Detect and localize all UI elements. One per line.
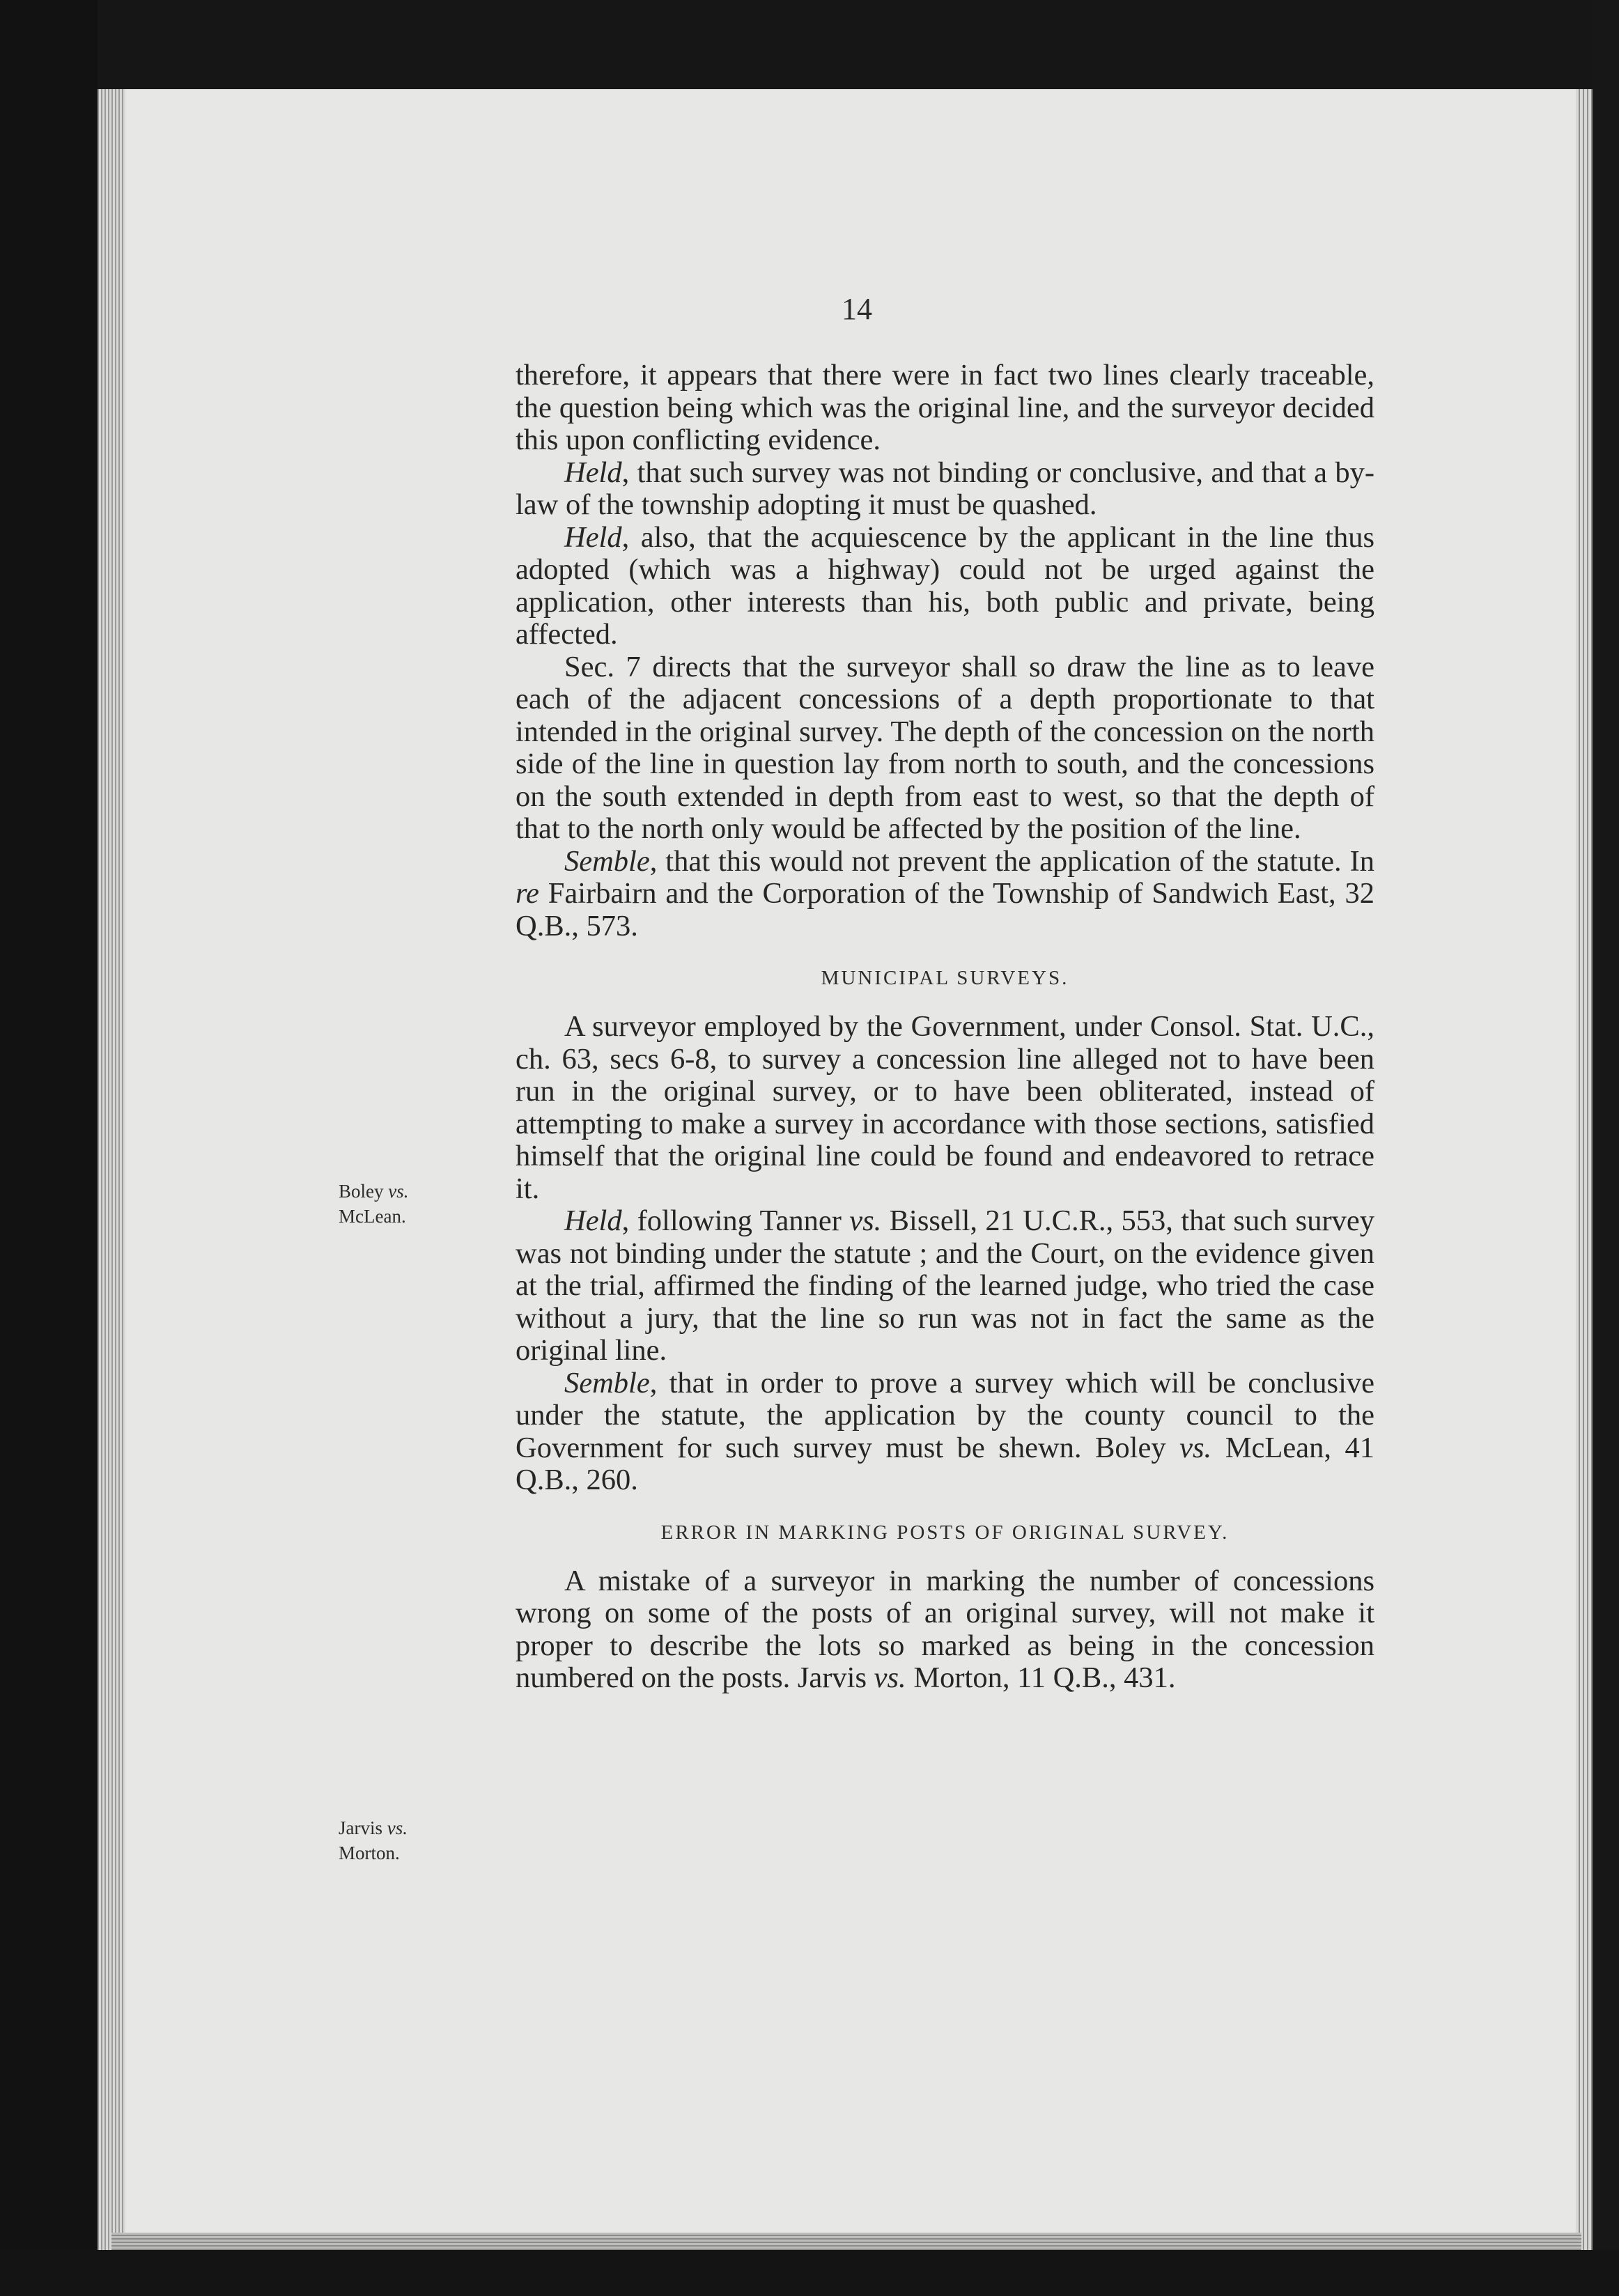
paragraph-sec-7: Sec. 7 directs that the surveyor shall so draw the line as to leave each of the adjacent concessions of a depth proportionate to that intended in the original survey. The depth of the concession on the north side of the line in question lay from north to south, and the concessions on the south extended in depth from east to west, so that the depth of that to the north only would be affected by the position of the line.	[516, 650, 1374, 845]
paragraph-text: McLean, 41 Q.B., 260.	[516, 1431, 1374, 1496]
paragraph-text: , that such survey was not binding or conclusive, and that a by-law of the township adopting it must be quashed.	[516, 456, 1374, 521]
paragraph-semble-1	[516, 846, 1374, 943]
lead-word: Held	[564, 1204, 622, 1237]
lead-word: Semble	[564, 1366, 650, 1399]
paragraph-held-2	[516, 522, 1374, 651]
lead-word: Semble	[564, 844, 650, 878]
paragraph-text: A mistake of a surveyor in marking the number of concessions wrong on some of the posts of an original survey, will not make it proper to describe the lots so marked as being in the concession numbered on the posts. Jarvis	[516, 1564, 1374, 1694]
scan-left-border	[0, 0, 98, 2296]
scan-bottom-border	[0, 2250, 1619, 2296]
page-stack-right-edge	[1576, 89, 1593, 2250]
section-heading-municipal-surveys: MUNICIPAL SURVEYS.	[821, 967, 1069, 989]
margin-note-name: Boley	[339, 1181, 384, 1202]
paragraph-text: Morton, 11 Q.B., 431.	[906, 1661, 1176, 1694]
lead-word: Held	[564, 520, 622, 554]
scan-top-border	[0, 0, 1619, 89]
paragraph-held-3	[516, 1205, 1374, 1367]
italic-term: re	[516, 877, 539, 910]
margin-note-boley	[339, 1179, 464, 1229]
paragraph-text: , that this would not prevent the application of the statute. In	[649, 844, 1374, 878]
paragraph-text: Fairbairn and the Corporation of the Township of Sandwich East, 32 Q.B., 573.	[516, 877, 1374, 943]
paragraph-semble-2	[516, 1367, 1374, 1497]
paragraph-text: , that in order to prove a survey which will be conclusive under the statute, the application by the county council to the Government for such survey must be shewn. Boley	[516, 1366, 1374, 1464]
margin-note-other: McLean.	[339, 1206, 406, 1227]
paragraph-text: , also, that the acquiescence by the applicant in the line thus adopted (which was a highway) could not be urged against the application, other interests than his, both public and private, being affected.	[516, 520, 1374, 651]
italic-term: vs.	[874, 1661, 906, 1694]
paragraph-held-1	[516, 457, 1374, 522]
main-text	[516, 359, 1374, 1695]
paragraph-text: , following Tanner	[621, 1204, 850, 1237]
page-number: 14	[842, 292, 872, 326]
margin-note-other: Morton.	[339, 1843, 400, 1863]
scan-right-border	[1593, 0, 1619, 2296]
paragraph-boley-facts: A surveyor employed by the Government, under Consol. Stat. U.C., ch. 63, secs 6-8, to survey a concession line alleged not to have been run in the original survey, or to have been obliterated, instead of attempting to make a survey in accordance with those sections, satisfied himself that the original line could be found and endeavored to retrace it.	[516, 1010, 1374, 1205]
paragraph-continuation: therefore, it appears that there were in fact two lines clearly traceable, the question being which was the original line, and the surveyor decided this upon conflicting evidence.	[516, 359, 1374, 456]
italic-term: vs.	[1179, 1431, 1212, 1464]
italic-term: vs.	[849, 1204, 882, 1237]
margin-note-name: Jarvis	[339, 1817, 382, 1838]
lead-word: Held	[564, 456, 622, 489]
margin-note-vs: vs.	[387, 1817, 408, 1838]
margin-note-vs: vs.	[388, 1181, 409, 1202]
paragraph-text: Bissell, 21 U.C.R., 553, that such survey was not binding under the statute ; and the Court, on the evidence given at the trial, affirmed the finding of the learned judge, who tried the case without a jury, that the line so run was not in fact the same as the original line.	[516, 1204, 1374, 1367]
page-stack-bottom-edge	[111, 2233, 1581, 2250]
section-heading-error-marking-posts: ERROR IN MARKING POSTS OF ORIGINAL SURVEY.	[660, 1521, 1230, 1544]
margin-note-jarvis	[339, 1815, 464, 1866]
paragraph-jarvis	[516, 1565, 1374, 1695]
page-stack-left-edge	[98, 89, 125, 2250]
